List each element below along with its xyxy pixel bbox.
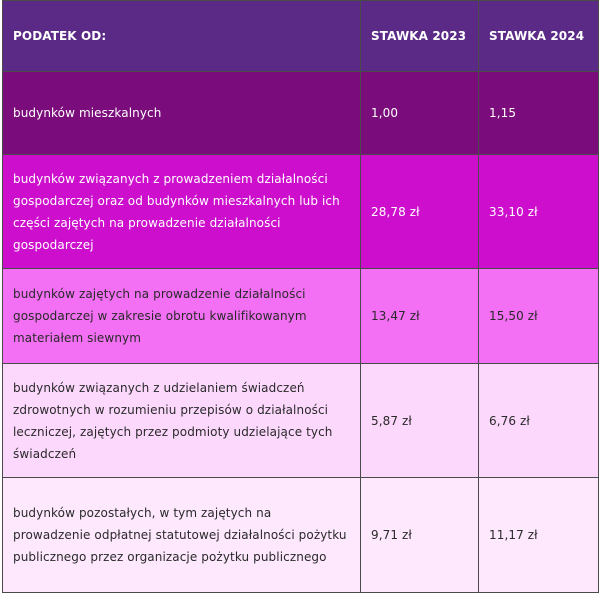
row-rate-2023: 13,47 zł: [361, 269, 479, 364]
row-description: budynków związanych z prowadzeniem działalności gospodarczej oraz od budynków mieszkalnych lub ich części zajętych na prowadzenie działalności gospodarczej: [3, 155, 361, 269]
table-row: [3, 72, 599, 155]
table-row: [3, 155, 599, 269]
row-rate-2024: 6,76 zł: [479, 364, 599, 478]
table-row: [3, 364, 599, 478]
header-rate-2024: STAWKA 2024: [479, 1, 599, 72]
row-rate-2024: 33,10 zł: [479, 155, 599, 269]
row-rate-2023: 28,78 zł: [361, 155, 479, 269]
row-description: budynków związanych z udzielaniem świadczeń zdrowotnych w rozumieniu przepisów o działalności leczniczej, zajętych przez podmioty udzielające tych świadczeń: [3, 364, 361, 478]
row-description: budynków mieszkalnych: [3, 72, 361, 155]
table-row: [3, 269, 599, 364]
header-rate-2023: STAWKA 2023: [361, 1, 479, 72]
row-rate-2023: 5,87 zł: [361, 364, 479, 478]
table-row: [3, 478, 599, 593]
row-description: budynków zajętych na prowadzenie działalności gospodarczej w zakresie obrotu kwalifikowanym materiałem siewnym: [3, 269, 361, 364]
row-rate-2024: 1,15: [479, 72, 599, 155]
tax-rate-table: [2, 0, 599, 593]
row-rate-2024: 15,50 zł: [479, 269, 599, 364]
row-rate-2023: 9,71 zł: [361, 478, 479, 593]
row-rate-2024: 11,17 zł: [479, 478, 599, 593]
header-tax-on: PODATEK OD:: [3, 1, 361, 72]
row-description: budynków pozostałych, w tym zajętych na prowadzenie odpłatnej statutowej działalności pożytku publicznego przez organizacje pożytku publicznego: [3, 478, 361, 593]
table-header-row: [3, 1, 599, 72]
row-rate-2023: 1,00: [361, 72, 479, 155]
